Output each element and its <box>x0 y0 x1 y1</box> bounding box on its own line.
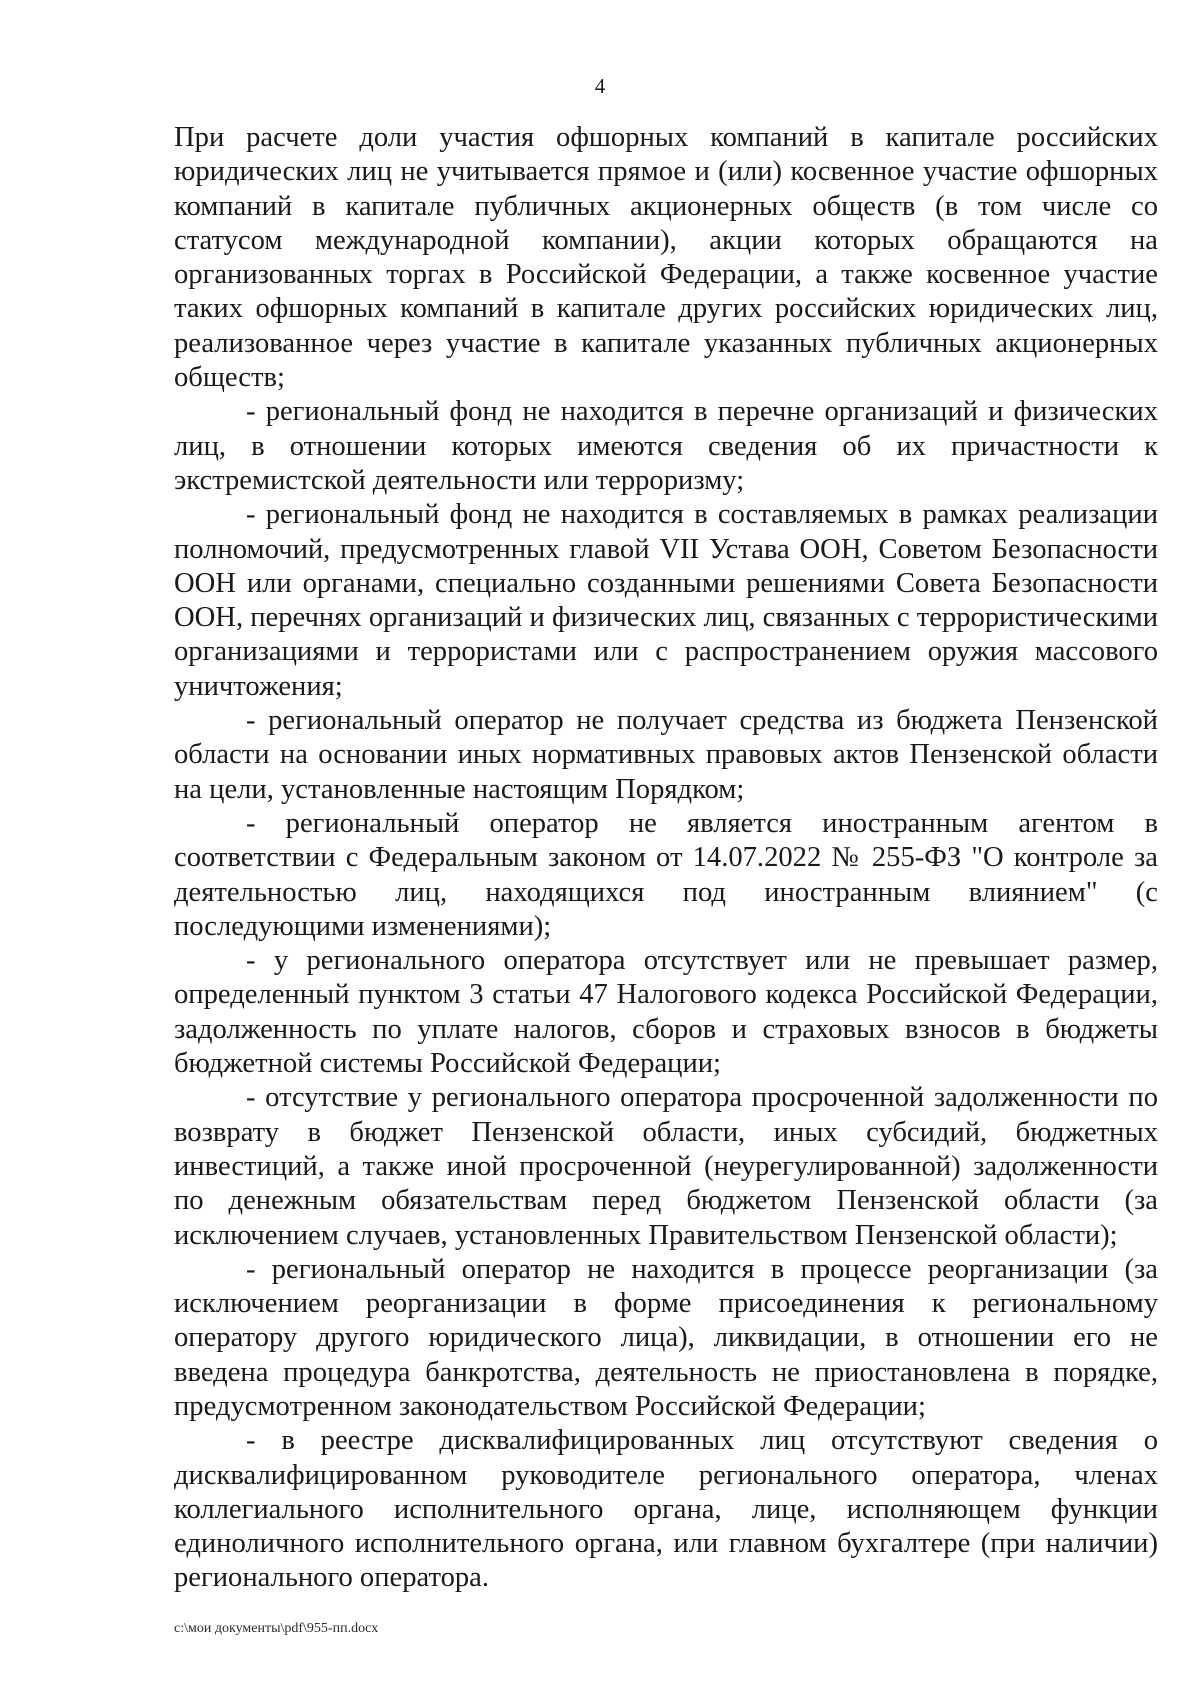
footer-file-path: c:\мои документы\pdf\955-пп.docx <box>174 1621 379 1636</box>
paragraph-tax-debt: - у регионального оператора отсутствует или не превышает размер, определенный пунктом 3 статьи 47 Налогового кодекса Российской Федерации, задолженность по уплате налогов, сборов и страховых взносов в бюджеты бюджетной системы Российской Федерации; <box>174 945 1158 1080</box>
paragraph-extremism-list: - региональный фонд не находится в перечне организаций и физических лиц, в отношении которых имеются сведения об их причастности к экстремистской деятельности или терроризму; <box>174 396 1158 496</box>
paragraph-disqualified-persons: - в реестре дисквалифицированных лиц отсутствуют сведения о дисквалифицированном руководителе регионального оператора, членах коллегиального исполнительного органа, лице, исполняющем функции единоличного исполнительного органа, или главном бухгалтере (при наличии) регионального оператора. <box>174 1425 1158 1594</box>
paragraph-un-security-council-list: - региональный фонд не находится в составляемых в рамках реализации полномочий, предусмотренных главой VII Устава ООН, Советом Безопасности ООН или органами, специально созданными решениями Совета Безопасности ООН, перечнях организаций и физических лиц, связанных с террористическими организациями и террористами или с распространением оружия массового уничтожения; <box>174 499 1158 702</box>
paragraph-overdue-debt: - отсутствие у регионального оператора просроченной задолженности по возврату в бюджет Пензенской области, иных субсидий, бюджетных инвестиций, а также иной просроченной (неурегулированной) задолженности по денежным обязательствам перед бюджетом Пензенской области (за исключением случаев, установленных Правительством Пензенской области); <box>174 1082 1158 1251</box>
page-number: 4 <box>594 74 606 98</box>
paragraph-offshore-participation: При расчете доли участия офшорных компаний в капитале российских юридических лиц не учитывается прямое и (или) косвенное участие офшорных компаний в капитале публичных акционерных обществ (в том числе со статусом международной компании), акции которых обращаются на организованных торгах в Российской Федерации, а также косвенное участие таких офшорных компаний в капитале других российских юридических лиц, реализованное через участие в капитале указанных публичных акционерных обществ; <box>174 122 1158 394</box>
paragraph-no-other-budget-funds: - региональный оператор не получает средства из бюджета Пензенской области на основании иных нормативных правовых актов Пензенской области на цели, установленные настоящим Порядком; <box>174 705 1158 805</box>
paragraph-reorganization: - региональный оператор не находится в процессе реорганизации (за исключением реорганизации в форме присоединения к региональному оператору другого юридического лица), ликвидации, в отношении его не введена процедура банкротства, деятельность не приостановлена в порядке, предусмотренном законодательством Российской Федерации; <box>174 1253 1158 1422</box>
document-body <box>174 121 1158 1596</box>
paragraph-not-foreign-agent: - региональный оператор не является иностранным агентом в соответствии с Федеральным законом от 14.07.2022 № 255-ФЗ "О контроле за деятельностью лиц, находящихся под иностранным влиянием" (с последующими изменениями); <box>174 807 1158 942</box>
